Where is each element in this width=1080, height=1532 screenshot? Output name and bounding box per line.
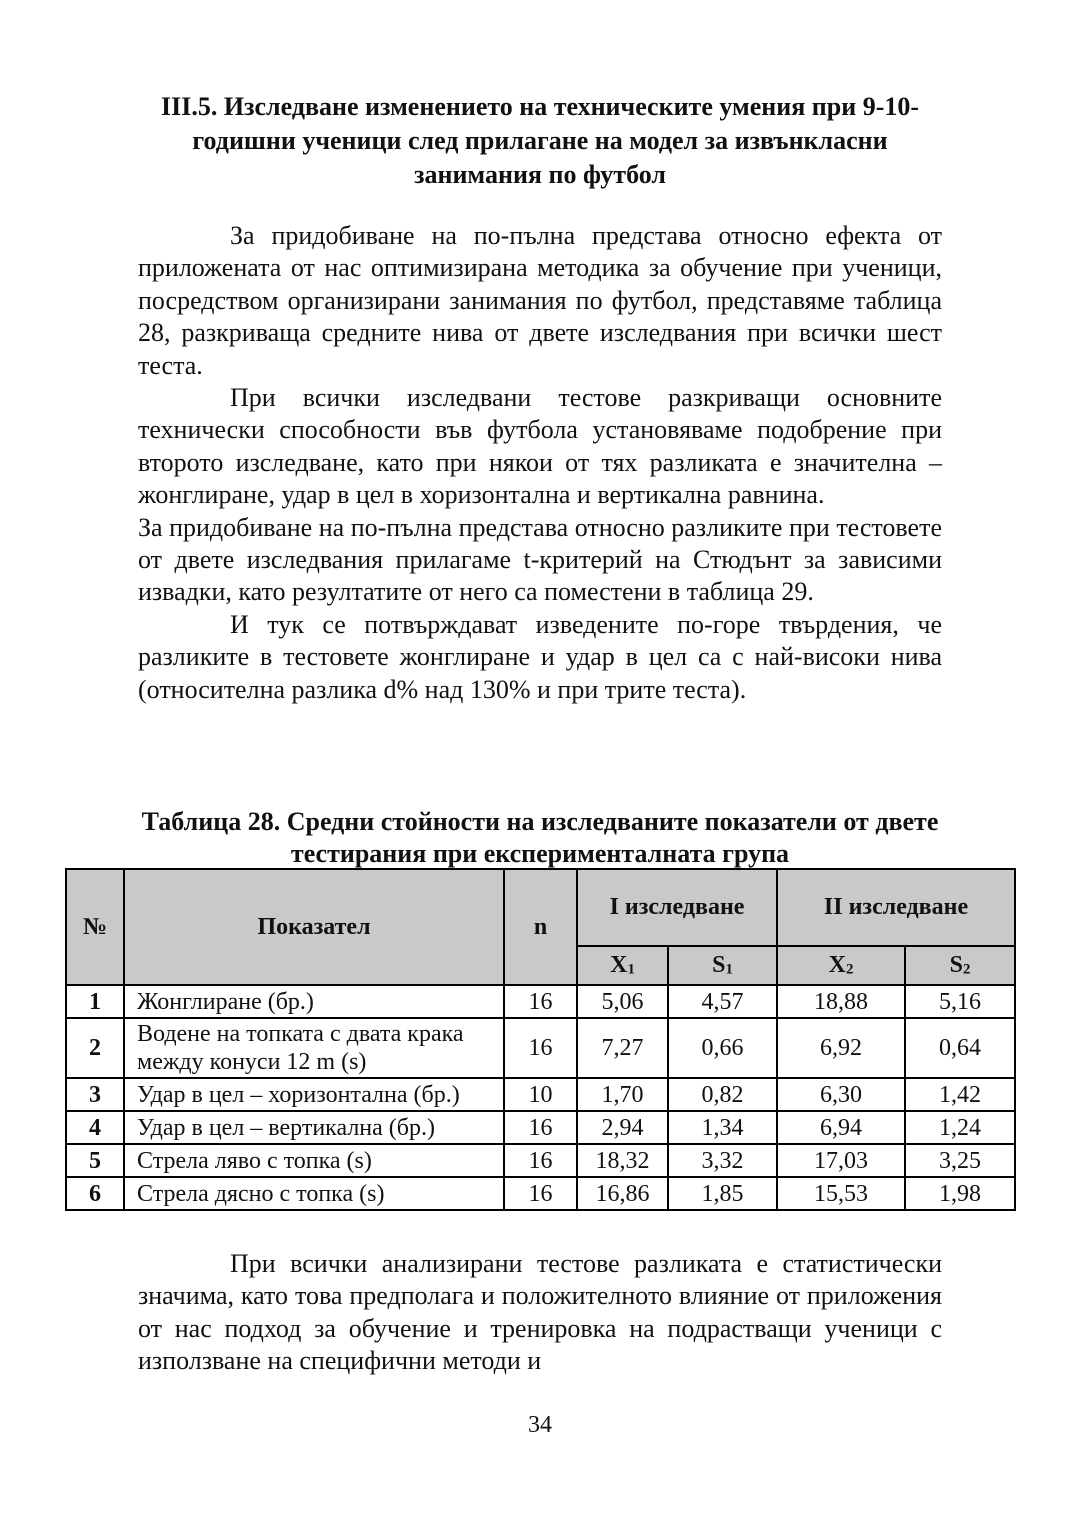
header-n: n — [504, 869, 577, 985]
header-x2: $X_2$ — [777, 946, 905, 985]
row-s2: 1,42 — [905, 1078, 1015, 1111]
header-no: № — [66, 869, 124, 985]
paragraph-4: И тук се потвърждават изведените по-горе твърдения, че разликите в тестовете жонглиране и удар в цел са с най-високи нива (относителна разлика d% над 130% и при трите теста). — [138, 609, 942, 704]
row-s2: 3,25 — [905, 1144, 1015, 1177]
row-x2: 6,94 — [777, 1111, 905, 1144]
row-n: 16 — [504, 1177, 577, 1210]
row-x1: 18,32 — [577, 1144, 668, 1177]
row-s2: 1,98 — [905, 1177, 1015, 1210]
row-number: 1 — [66, 985, 124, 1018]
row-indicator: Удар в цел – вертикална (бр.) — [124, 1111, 504, 1144]
table-row — [66, 1111, 1015, 1144]
row-n: 10 — [504, 1078, 577, 1111]
row-number: 3 — [66, 1078, 124, 1111]
paragraph-2: При всички изследвани тестове разкриващи основните технически способности във футбола установяваме подобрение при второто изследване, като при някои от тях разликата е значителна – жонглиране, удар в цел в хоризонтална и вертикална равнина. — [138, 383, 942, 510]
row-x2: 6,30 — [777, 1078, 905, 1111]
table-row — [66, 1078, 1015, 1111]
row-s1: 4,57 — [668, 985, 777, 1018]
row-s1: 3,32 — [668, 1144, 777, 1177]
row-x2: 17,03 — [777, 1144, 905, 1177]
header-s2: $S_2$ — [905, 946, 1015, 985]
row-indicator: Водене на топката с двата крака между конуси 12 m (s) — [124, 1018, 504, 1078]
row-number: 6 — [66, 1177, 124, 1210]
intro-text — [138, 220, 942, 706]
header-study-1: I изследване — [577, 869, 777, 946]
table-row — [66, 985, 1015, 1018]
paragraph-3: За придобиване на по-пълна представа относно разликите при тестовете от двете изследвания прилагаме t-критерий на Стюдънт за зависими извадки, като резултатите от него са поместени в таблица 29. — [138, 512, 942, 607]
page-number: 34 — [528, 1412, 552, 1438]
row-x2: 6,92 — [777, 1018, 905, 1078]
row-s1: 0,66 — [668, 1018, 777, 1078]
row-indicator: Стрела дясно с топка (s) — [124, 1177, 504, 1210]
row-s2: 5,16 — [905, 985, 1015, 1018]
header-x1: $X_1$ — [577, 946, 668, 985]
row-indicator: Жонглиране (бр.) — [124, 985, 504, 1018]
row-indicator: Удар в цел – хоризонтална (бр.) — [124, 1078, 504, 1111]
paragraph-1: За придобиване на по-пълна представа относно ефекта от приложената от нас оптимизирана методика за обучение при ученици, посредством организирани занимания по футбол, представяме таблица 28, разкриваща средните нива от двете изследвания при всички шест теста. — [138, 221, 942, 380]
row-x1: 5,06 — [577, 985, 668, 1018]
row-x1: 16,86 — [577, 1177, 668, 1210]
row-n: 16 — [504, 985, 577, 1018]
header-indicator: Показател — [124, 869, 504, 985]
row-n: 16 — [504, 1018, 577, 1078]
row-x2: 15,53 — [777, 1177, 905, 1210]
row-n: 16 — [504, 1111, 577, 1144]
table-row — [66, 1144, 1015, 1177]
table-row — [66, 1018, 1015, 1078]
row-s1: 1,85 — [668, 1177, 777, 1210]
row-x2: 18,88 — [777, 985, 905, 1018]
closing-paragraph: При всички анализирани тестове разликата е статистически значима, като това предполага и положителното влияние от приложения от нас подход за обучение и тренировка на подрастващи ученици с използване на специфични методи и — [138, 1249, 942, 1376]
row-s2: 0,64 — [905, 1018, 1015, 1078]
row-number: 5 — [66, 1144, 124, 1177]
header-study-2: II изследване — [777, 869, 1015, 946]
table-header-row — [66, 869, 1015, 946]
table-caption: Таблица 28. Средни стойности на изследваните показатели от двете тестирания при експерименталната група — [141, 807, 939, 868]
row-x1: 7,27 — [577, 1018, 668, 1078]
row-s1: 0,82 — [668, 1078, 777, 1111]
results-table — [65, 868, 1016, 1211]
row-number: 4 — [66, 1111, 124, 1144]
row-s2: 1,24 — [905, 1111, 1015, 1144]
section-heading: III.5. Изследване изменението на техническите умения при 9-10-годишни ученици след прилагане на модел за извънкласни занимания по футбол — [160, 92, 920, 189]
table-row — [66, 1177, 1015, 1210]
closing-text — [138, 1248, 942, 1378]
row-s1: 1,34 — [668, 1111, 777, 1144]
row-indicator: Стрела ляво с топка (s) — [124, 1144, 504, 1177]
row-number: 2 — [66, 1018, 124, 1078]
header-s1: $S_1$ — [668, 946, 777, 985]
row-x1: 2,94 — [577, 1111, 668, 1144]
row-n: 16 — [504, 1144, 577, 1177]
row-x1: 1,70 — [577, 1078, 668, 1111]
